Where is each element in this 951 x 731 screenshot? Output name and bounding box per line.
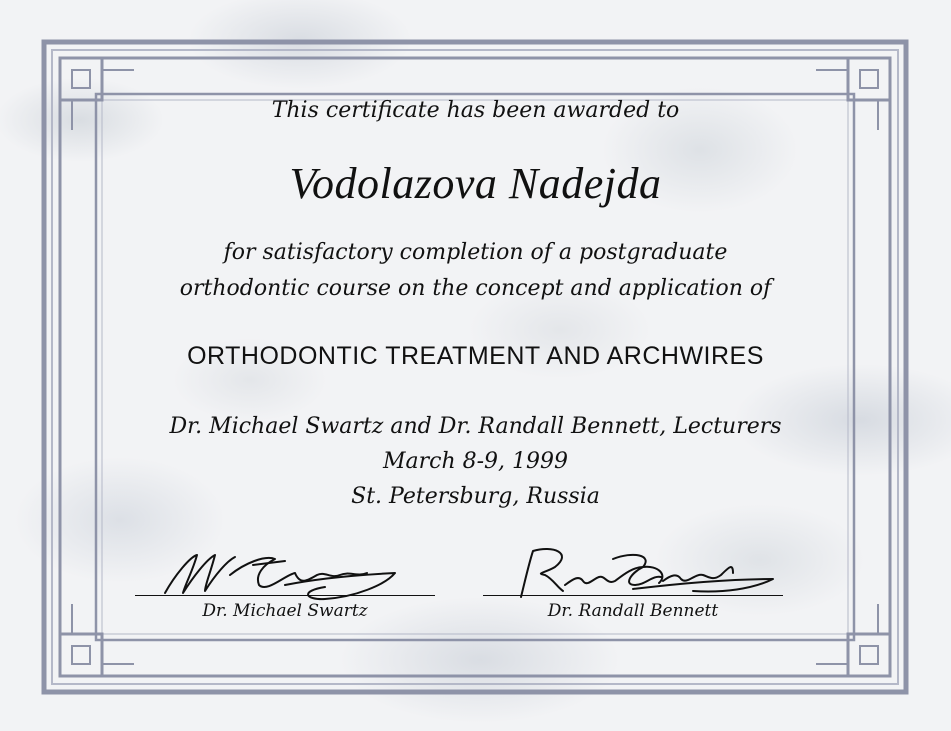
certificate-body: [60, 0, 891, 731]
signatory-name: Dr. Michael Swartz: [202, 601, 368, 621]
awarded-text: This certificate has been awarded to: [271, 98, 680, 123]
signatory-name: Dr. Randall Bennett: [547, 601, 719, 621]
recipient-name: Vodolazova Nadejda: [289, 159, 662, 208]
course-date: March 8-9, 1999: [382, 449, 569, 474]
signature-line: [483, 595, 783, 596]
purpose-line-1: for satisfactory completion of a postgraduate: [223, 240, 728, 265]
course-location: St. Petersburg, Russia: [351, 484, 600, 509]
signature-line: [135, 595, 435, 596]
purpose-line-2: orthodontic course on the concept and application of: [179, 276, 772, 301]
course-title: ORTHODONTIC TREATMENT AND ARCHWIRES: [187, 342, 764, 370]
lecturers-line: Dr. Michael Swartz and Dr. Randall Bennett, Lecturers: [169, 414, 782, 439]
